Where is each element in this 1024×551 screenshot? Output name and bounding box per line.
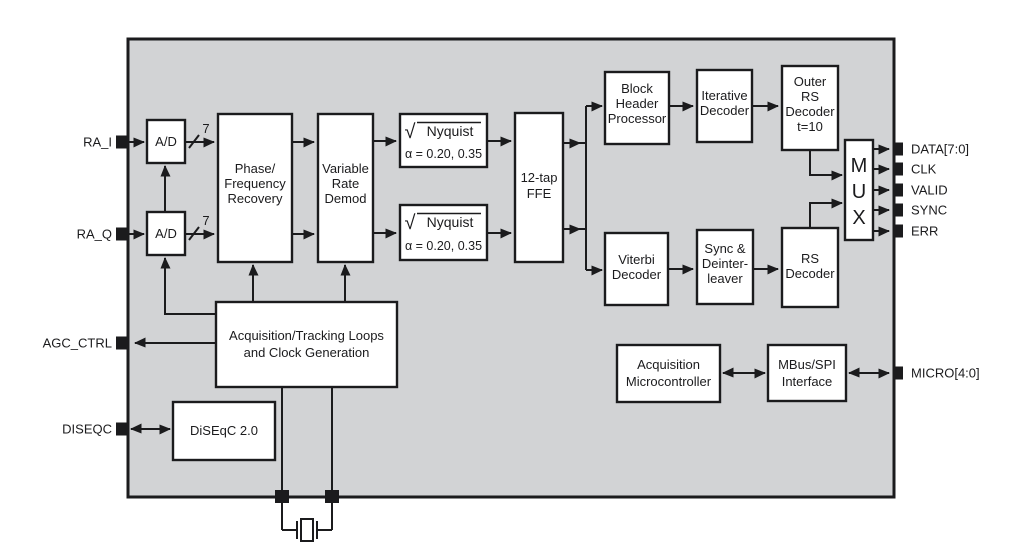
- pad-data: [893, 143, 903, 156]
- nyquist-q-radical: √: [404, 212, 416, 234]
- phase-line3: Recovery: [227, 191, 283, 206]
- varrate-line2: Rate: [331, 176, 360, 191]
- bhp-line1: Block: [621, 81, 653, 96]
- outerrs-line4: t=10: [797, 119, 823, 134]
- nyquist-i-radical: √: [404, 121, 416, 143]
- rsdec-line1: RS: [800, 251, 820, 266]
- outerrs-line3: Decoder: [785, 104, 835, 119]
- acqmicro-line1: Acquisition: [637, 357, 700, 372]
- nyquist-q-word: Nyquist: [426, 214, 474, 230]
- nyquist-q-alpha: α = 0.20, 0.35: [404, 239, 483, 253]
- sync-line2: Deinter-: [701, 256, 749, 271]
- pad-ra-i: [116, 136, 127, 149]
- block-nyquist-filter-q: [400, 205, 487, 260]
- viterbi-line1: Viterbi: [618, 252, 655, 267]
- ffe-line2: FFE: [526, 186, 552, 201]
- ffe-line1: 12-tap: [520, 170, 558, 185]
- pad-valid: [893, 184, 903, 197]
- pin-label-ra-i: RA_I: [83, 134, 112, 150]
- block-adc-i-label: A/D: [155, 134, 177, 149]
- pad-micro: [893, 367, 903, 380]
- bus-width-q: 7: [202, 213, 210, 228]
- sync-line1: Sync &: [704, 241, 746, 256]
- bus-width-i: 7: [202, 121, 210, 136]
- pin-label-data: DATA[7:0]: [911, 141, 970, 157]
- block-mux: [845, 140, 873, 240]
- pad-err: [893, 225, 903, 238]
- pin-label-valid: VALID: [911, 182, 948, 198]
- crystal-oscillator-icon: [282, 519, 332, 541]
- right-pin-labels: [911, 142, 980, 381]
- pad-clk: [893, 163, 903, 176]
- iterative-line1: Iterative: [701, 88, 748, 103]
- block-viterbi-decoder: [605, 233, 668, 305]
- varrate-line1: Variable: [322, 161, 369, 176]
- pin-label-diseqc: DISEQC: [62, 421, 112, 437]
- pin-label-agc-ctrl: AGC_CTRL: [42, 335, 112, 351]
- block-ffe: [515, 113, 563, 262]
- pin-label-clk: CLK: [911, 161, 937, 177]
- block-acquisition-microcontroller: [617, 345, 720, 402]
- iterative-line2: Decoder: [699, 103, 750, 118]
- mbus-line1: MBus/SPI: [778, 357, 836, 372]
- mux-letter-x: X: [852, 207, 866, 229]
- pad-xtal-left: [275, 490, 289, 503]
- acqtrack-line2: and Clock Generation: [243, 345, 370, 360]
- pin-label-sync: SYNC: [911, 202, 948, 218]
- pad-ra-q: [116, 228, 127, 241]
- phase-line1: Phase/: [234, 161, 276, 176]
- block-diseqc: [173, 402, 275, 460]
- mux-letter-m: M: [850, 155, 868, 177]
- rsdec-line2: Decoder: [785, 266, 835, 281]
- pin-label-ra-q: RA_Q: [76, 226, 112, 242]
- block-phase-frequency-recovery: [218, 114, 292, 262]
- block-rs-decoder: [782, 228, 838, 307]
- pad-sync: [893, 204, 903, 217]
- block-outer-rs-decoder: [782, 66, 838, 150]
- nyquist-i-word: Nyquist: [426, 123, 474, 139]
- sync-line3: leaver: [707, 271, 743, 286]
- outerrs-line1: Outer: [793, 74, 827, 89]
- block-adc-q-label: A/D: [155, 226, 177, 241]
- pad-diseqc: [116, 423, 127, 436]
- pad-xtal-right: [325, 490, 339, 503]
- block-mbus-spi-interface: [768, 345, 846, 401]
- nyquist-i-alpha: α = 0.20, 0.35: [404, 147, 483, 161]
- block-acquisition-tracking-loops: [216, 302, 397, 387]
- bhp-line3: Processor: [607, 111, 667, 126]
- varrate-line3: Demod: [324, 191, 367, 206]
- pin-label-err: ERR: [911, 223, 939, 239]
- block-iterative-decoder: [697, 70, 752, 142]
- block-nyquist-filter-i: [400, 114, 487, 167]
- bhp-line2: Header: [615, 96, 659, 111]
- block-sync-deinterleaver: [697, 230, 753, 304]
- left-pin-labels: [43, 135, 112, 437]
- pad-agc-ctrl: [116, 337, 127, 350]
- block-adc-i: [147, 120, 185, 163]
- block-block-header-processor: [605, 72, 669, 144]
- mux-letter-u: U: [851, 181, 867, 203]
- block-adc-q: [147, 212, 185, 255]
- pin-label-micro: MICRO[4:0]: [911, 365, 980, 381]
- block-variable-rate-demod: [318, 114, 373, 262]
- acqtrack-line1: Acquisition/Tracking Loops: [229, 328, 384, 343]
- acqmicro-line2: Microcontroller: [625, 374, 712, 389]
- phase-line2: Frequency: [224, 176, 286, 191]
- viterbi-line2: Decoder: [611, 267, 662, 282]
- diseqc-label: DiSEqC 2.0: [190, 423, 258, 438]
- mbus-line2: Interface: [781, 374, 833, 389]
- outerrs-line2: RS: [800, 89, 820, 104]
